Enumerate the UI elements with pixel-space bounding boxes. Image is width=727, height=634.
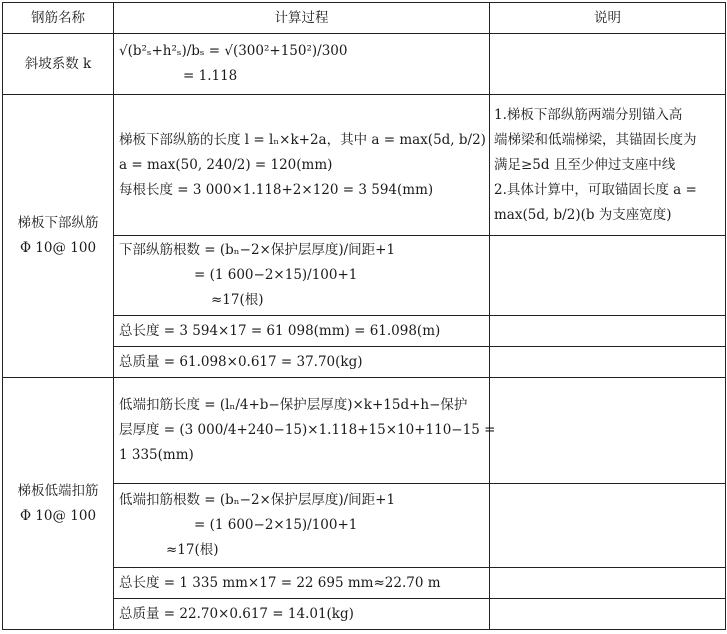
note-line: 2.具体计算中，可取锚固长度 a = (494, 181, 697, 198)
calculation-cell (114, 316, 490, 347)
notes-cell (490, 568, 726, 599)
calculation-cell (114, 347, 490, 378)
rebar-name-cell (3, 95, 114, 378)
calculation-cell (114, 599, 490, 630)
rebar-name: 斜坡系数 k (24, 55, 92, 72)
calc-line: 层厚度 = (3 000/4+240−15)×1.118+15×10+110−15 = (119, 422, 496, 438)
notes-cell (490, 316, 726, 347)
calc-line: 总质量 = 61.098×0.617 = 37.70(kg) (119, 353, 363, 370)
calculation-cell (114, 484, 490, 568)
rebar-name-cell (3, 34, 114, 95)
notes-cell (490, 347, 726, 378)
header-rebar-name: 钢筋名称 (3, 3, 114, 34)
calc-line: 低端扣筋长度 = (lₙ/4+b−保护层厚度)×k+15d+h−保护 (119, 397, 468, 413)
rebar-spec: Φ 10@ 100 (19, 240, 97, 256)
rebar-name: 梯板下部纵筋 (17, 215, 99, 231)
note-line: 端梯梁和低端梯梁，其锚固长度为 (494, 131, 697, 148)
calculation-cell (114, 378, 496, 484)
table-row-bottom-bars-length (3, 95, 726, 236)
calc-line: ≈17(根) (166, 542, 219, 558)
calc-line: 总长度 = 1 335 mm×17 = 22 695 mm≈22.70 m (119, 574, 441, 591)
calculation-cell (114, 34, 490, 95)
header-calculation: 计算过程 (114, 3, 490, 34)
calculation-cell (114, 568, 490, 599)
calc-line: = 1.118 (183, 68, 238, 84)
calc-line: 1 335(mm) (119, 447, 194, 463)
rebar-spec: Φ 10@ 100 (19, 507, 97, 524)
calc-line: a = max(50, 240/2) = 120(mm) (119, 156, 333, 173)
calc-line: = (1 600−2×15)/100+1 (194, 517, 358, 533)
calc-line: 下部纵筋根数 = (bₙ−2×保护层厚度)/间距+1 (119, 242, 396, 258)
note-line: 满足≥5d 且至少伸过支座中线 (494, 156, 676, 173)
table-row-slope-coefficient (3, 34, 726, 95)
calc-line: 低端扣筋根数 = (bₙ−2×保护层厚度)/间距+1 (119, 492, 396, 508)
notes-cell (490, 378, 726, 484)
calculation-cell (114, 95, 490, 236)
rebar-name: 梯板低端扣筋 (17, 482, 99, 499)
notes-cell (490, 599, 726, 630)
calc-line: 总长度 = 3 594×17 = 61 098(mm) = 61.098(m) (119, 322, 441, 339)
note-line: max(5d, b/2)(b 为支座宽度) (494, 206, 672, 223)
header-row (3, 3, 726, 34)
calc-line: 总质量 = 22.70×0.617 = 14.01(kg) (119, 605, 354, 622)
notes-cell (490, 95, 726, 236)
calc-line: 每根长度 = 3 000×1.118+2×120 = 3 594(mm) (119, 181, 434, 198)
notes-cell (490, 236, 726, 316)
notes-cell (490, 34, 726, 95)
rebar-name-cell (3, 378, 114, 630)
rebar-calculation-table (2, 2, 726, 630)
calc-line: = (1 600−2×15)/100+1 (194, 267, 358, 283)
note-line: 1.梯板下部纵筋两端分别锚入高 (494, 106, 683, 123)
calculation-cell (114, 236, 490, 316)
notes-cell (490, 484, 726, 568)
calc-line: 梯板下部纵筋的长度 l = lₙ×k+2a，其中 a = max(5d, b/2) (119, 131, 486, 148)
header-notes: 说明 (490, 3, 726, 34)
calc-line: ≈17(根) (211, 292, 264, 308)
calc-line: √(b²ₛ+h²ₛ)/bₛ = √(300²+150²)/300 (119, 43, 348, 59)
table-row-low-end-bars-length (3, 378, 726, 484)
